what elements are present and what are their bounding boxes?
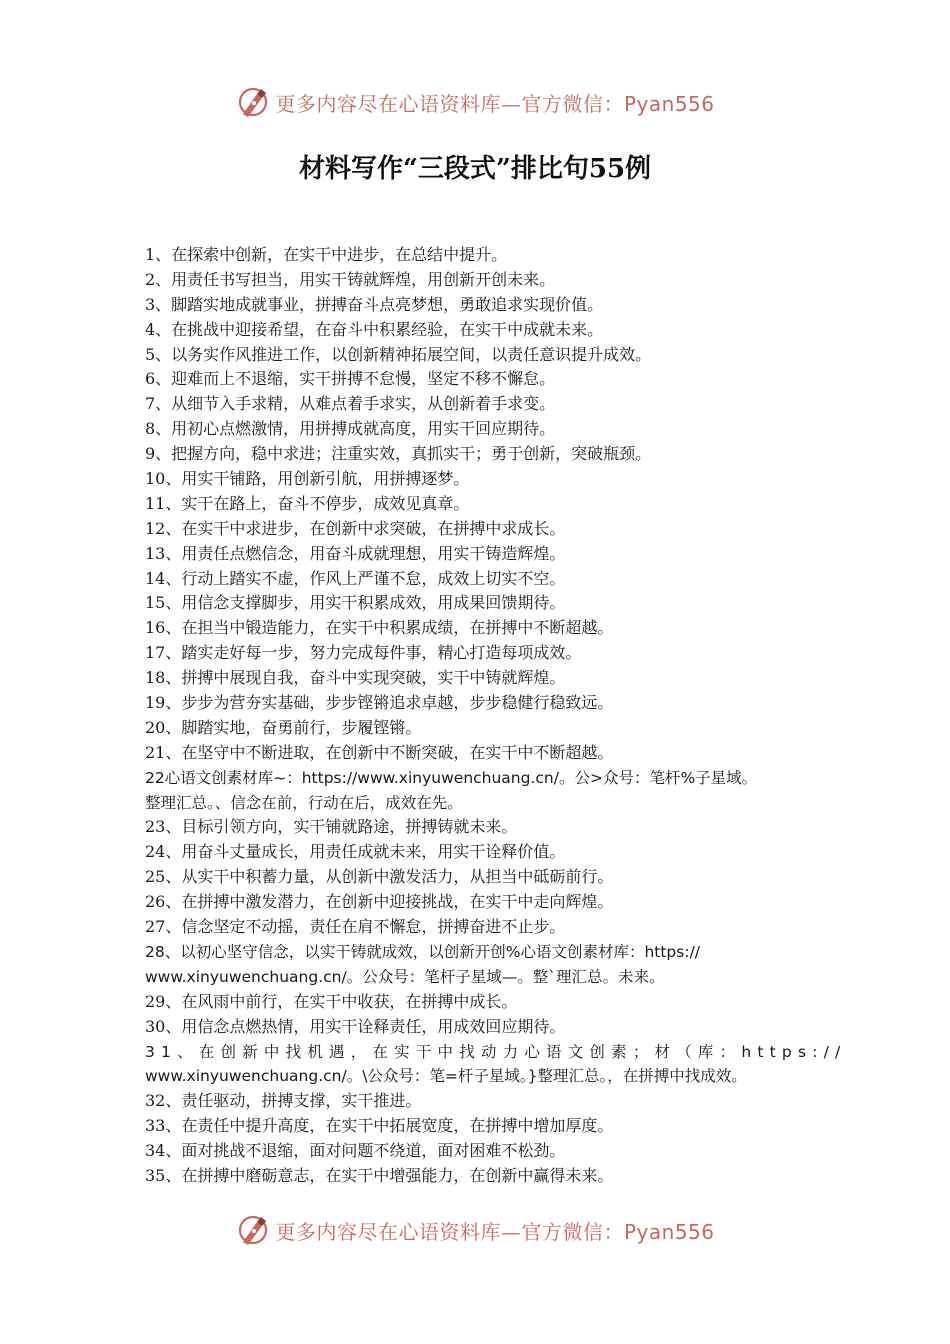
list-item: 26、在拼搏中激发潜力，在创新中迎接挑战，在实干中走向辉煌。 xyxy=(145,892,614,912)
list-item: 14、行动上踏实不虚，作风上严谨不怠，成效上切实不空。 xyxy=(145,568,566,588)
watermark-line: 整理汇总。、信念在前，行动在后，成效在先。 xyxy=(145,793,463,812)
header-banner xyxy=(0,82,950,122)
wechat-id: Pyan556 xyxy=(623,1219,715,1244)
list-item: 23、目标引领方向，实干铺就路途，拼搏铸就未来。 xyxy=(145,817,518,837)
wechat-id: Pyan556 xyxy=(623,91,715,116)
list-item: 32、责任驱动，拼搏支撑，实干推进。 xyxy=(145,1091,422,1111)
list-item: 8、用初心点燃激情，用拼搏成就高度，用实干回应期待。 xyxy=(145,419,556,439)
watermark-line: www.xinyuwenchuang.cn/。\公众号：笔=杆子星域。}整理汇总。，在拼搏中找成效。 xyxy=(145,1067,747,1086)
sentence-list xyxy=(145,243,847,1189)
watermark-line: 28、以初心坚守信念，以实干铸就成效，以创新开创%心语文创素材库：https:// xyxy=(145,942,701,961)
banner-text xyxy=(275,88,714,117)
list-item: 1、在探索中创新，在实干中进步，在总结中提升。 xyxy=(145,245,508,264)
list-item: 4、在挑战中迎接希望，在奋斗中积累经验，在实干中成就未来。 xyxy=(145,319,604,339)
list-item: 16、在担当中锻造能力，在实干中积累成绩，在拼搏中不断超越。 xyxy=(145,618,614,638)
list-item: 9、把握方向，稳中求进；注重实效，真抓实干；勇于创新，突破瓶颈。 xyxy=(145,444,652,464)
list-item: 18、拼搏中展现自我，奋斗中实现突破，实干中铸就辉煌。 xyxy=(145,668,566,688)
list-item: 29、在风雨中前行，在实干中收获，在拼搏中成长。 xyxy=(145,991,518,1011)
watermark-line: 22心语文创素材库~：https://www.xinyuwenchuang.cn/。公>众号：笔杆%子星域。 xyxy=(145,768,758,787)
list-item: 35、在拼搏中磨砺意志，在实干中增强能力，在创新中赢得未来。 xyxy=(145,1165,614,1185)
list-item: 12、在实干中求进步，在创新中求突破，在拼搏中求成长。 xyxy=(145,518,566,538)
list-item: 30、用信念点燃热情，用实干诠释责任，用成效回应期待。 xyxy=(145,1016,566,1036)
list-item: 5、以务实作风推进工作，以创新精神拓展空间，以责任意识提升成效。 xyxy=(145,344,652,364)
list-item: 21、在坚守中不断进取，在创新中不断突破，在实干中不断超越。 xyxy=(145,742,614,762)
list-item: 2、用责任书写担当，用实干铸就辉煌，用创新开创未来。 xyxy=(145,269,556,289)
list-item: 24、用奋斗丈量成长，用责任成就未来，用实干诠释价值。 xyxy=(145,842,566,862)
list-item: 19、步步为营夯实基础，步步铿锵追求卓越，步步稳健行稳致远。 xyxy=(145,693,614,713)
pen-nib-logo-icon xyxy=(235,84,271,120)
document-title: 材料写作“三段式”排比句55例 xyxy=(298,154,652,184)
list-item: 27、信念坚定不动摇，责任在肩不懈怠，拼搏奋进不止步。 xyxy=(145,917,566,937)
watermark-line: 31、在创新中找机遇，在实干中找动力心语文创素；材（库：https:// xyxy=(145,1042,847,1061)
watermark-line: www.xinyuwenchuang.cn/。公众号：笔杆子星域—。整`理汇总。未来。 xyxy=(145,967,665,986)
list-item: 15、用信念支撑脚步，用实干积累成效，用成果回馈期待。 xyxy=(145,593,566,613)
list-item: 13、用责任点燃信念，用奋斗成就理想，用实干铸造辉煌。 xyxy=(145,543,566,563)
list-item: 6、迎难而上不退缩，实干拼搏不怠慢，坚定不移不懈怠。 xyxy=(145,369,556,389)
list-item: 3、脚踏实地成就事业，拼搏奋斗点亮梦想，勇敢追求实现价值。 xyxy=(145,294,604,314)
banner-slogan: 更多内容尽在心语资料库—官方微信： xyxy=(275,91,624,116)
list-item: 11、实干在路上，奋斗不停步，成效见真章。 xyxy=(145,493,470,513)
banner-slogan: 更多内容尽在心语资料库—官方微信： xyxy=(275,1219,624,1244)
footer-banner xyxy=(0,1210,950,1250)
pen-nib-logo-icon xyxy=(235,1212,271,1248)
list-item: 10、用实干铺路，用创新引航，用拼搏逐梦。 xyxy=(145,469,470,489)
list-item: 33、在责任中提升高度，在实干中拓展宽度，在拼搏中增加厚度。 xyxy=(145,1116,614,1136)
list-item: 25、从实干中积蓄力量，从创新中激发活力，从担当中砥砺前行。 xyxy=(145,867,614,887)
list-item: 7、从细节入手求精，从难点着手求实，从创新着手求变。 xyxy=(145,394,556,414)
banner-text xyxy=(275,1216,714,1245)
list-item: 34、面对挑战不退缩，面对问题不绕道，面对困难不松劲。 xyxy=(145,1141,566,1161)
list-item: 20、脚踏实地，奋勇前行，步履铿锵。 xyxy=(145,717,422,737)
list-item: 17、踏实走好每一步，努力完成每件事，精心打造每项成效。 xyxy=(145,643,582,663)
